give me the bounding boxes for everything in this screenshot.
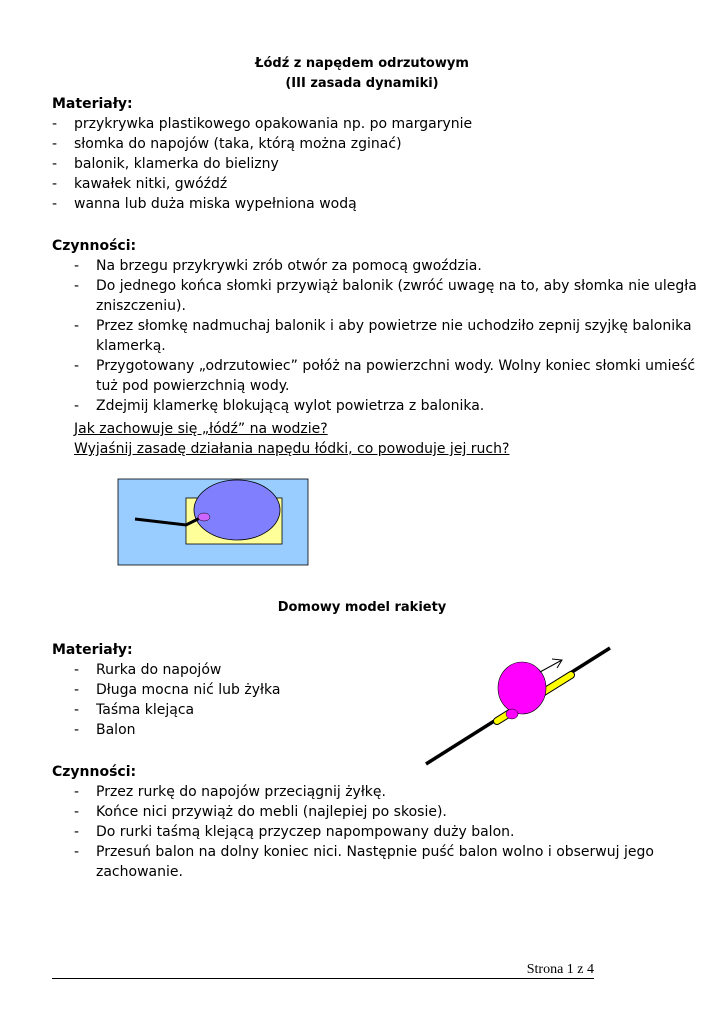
list-item: - Przesuń balon na dolny koniec nici. Następnie puść balon wolno i obserwuj jego zachowanie. (74, 844, 654, 880)
list-item: - Taśma klejąca (74, 702, 195, 718)
section2-title: Domowy model rakiety (277, 600, 447, 615)
list-item: - przykrywka plastikowego opakowania np. po margarynie (52, 116, 473, 132)
drinking-tube (497, 675, 571, 721)
motion-arrow-line (540, 660, 562, 672)
section1-materials-list (52, 114, 473, 214)
section1-subtitle: (III zasada dynamiki) (285, 76, 439, 91)
tube-outline (497, 675, 571, 721)
list-item: - Przez rurkę do napojów przeciągnij żyłkę. (74, 784, 386, 800)
footer-divider (52, 978, 594, 979)
section2-steps-heading: Czynności: (52, 764, 137, 780)
list-item: - Zdejmij klamerkę blokującą wylot powietrza z balonika. (74, 398, 485, 414)
section2-materials-list (74, 660, 281, 740)
list-item: - Przez słomkę nadmuchaj balonik i aby powietrze nie uchodziło zepnij szyjkę balonika klamerką. (74, 318, 692, 354)
section1-steps-heading: Czynności: (52, 238, 137, 254)
list-item: - Przygotowany „odrzutowiec” połóż na powierzchni wody. Wolny koniec słomki umieść tuż pod powierzchnią wody. (74, 358, 696, 394)
page-number: Strona 1 z 4 (526, 962, 594, 977)
list-item: - kawałek nitki, gwóźdź (52, 176, 228, 192)
list-item: - Końce nici przywiąż do mebli (najlepiej po skosie). (74, 804, 447, 820)
section1-title: Łódź z napędem odrzutowym (255, 56, 469, 71)
list-item: - Na brzegu przykrywki zrób otwór za pomocą gwoździa. (74, 258, 482, 274)
section2-materials-heading: Materiały: (52, 642, 133, 658)
lid-rectangle (186, 498, 282, 544)
question-2: Wyjaśnij zasadę działania napędu łódki, co powoduje jej ruch? (74, 441, 510, 457)
list-item: - Do rurki taśmą klejącą przyczep napompowany duży balon. (74, 824, 515, 840)
balloon-knot (198, 513, 210, 521)
list-item: - balonik, klamerka do bielizny (52, 156, 279, 172)
water-area (118, 479, 308, 565)
list-item: - Rurka do napojów (74, 662, 222, 678)
balloon-rocket-knot (506, 709, 518, 719)
arrow-icon (552, 659, 562, 668)
balloon-rocket (498, 662, 546, 714)
section2-steps-list (74, 782, 654, 882)
balloon-boat (194, 480, 280, 540)
straw (135, 518, 200, 525)
list-item: - Do jednego końca słomki przywiąż balonik (zwróć uwagę na to, aby słomka nie uległa zniszczeniu). (74, 278, 697, 314)
question-1: Jak zachowuje się „łódź” na wodzie? (74, 421, 328, 437)
section1-materials-heading: Materiały: (52, 96, 133, 112)
list-item: - wanna lub duża miska wypełniona wodą (52, 196, 357, 212)
string-line (426, 648, 610, 764)
list-item: - Balon (74, 722, 136, 738)
list-item: - słomka do napojów (taka, którą można zginać) (52, 136, 402, 152)
section1-steps-list (74, 256, 697, 416)
list-item: - Długa mocna nić lub żyłka (74, 682, 281, 698)
